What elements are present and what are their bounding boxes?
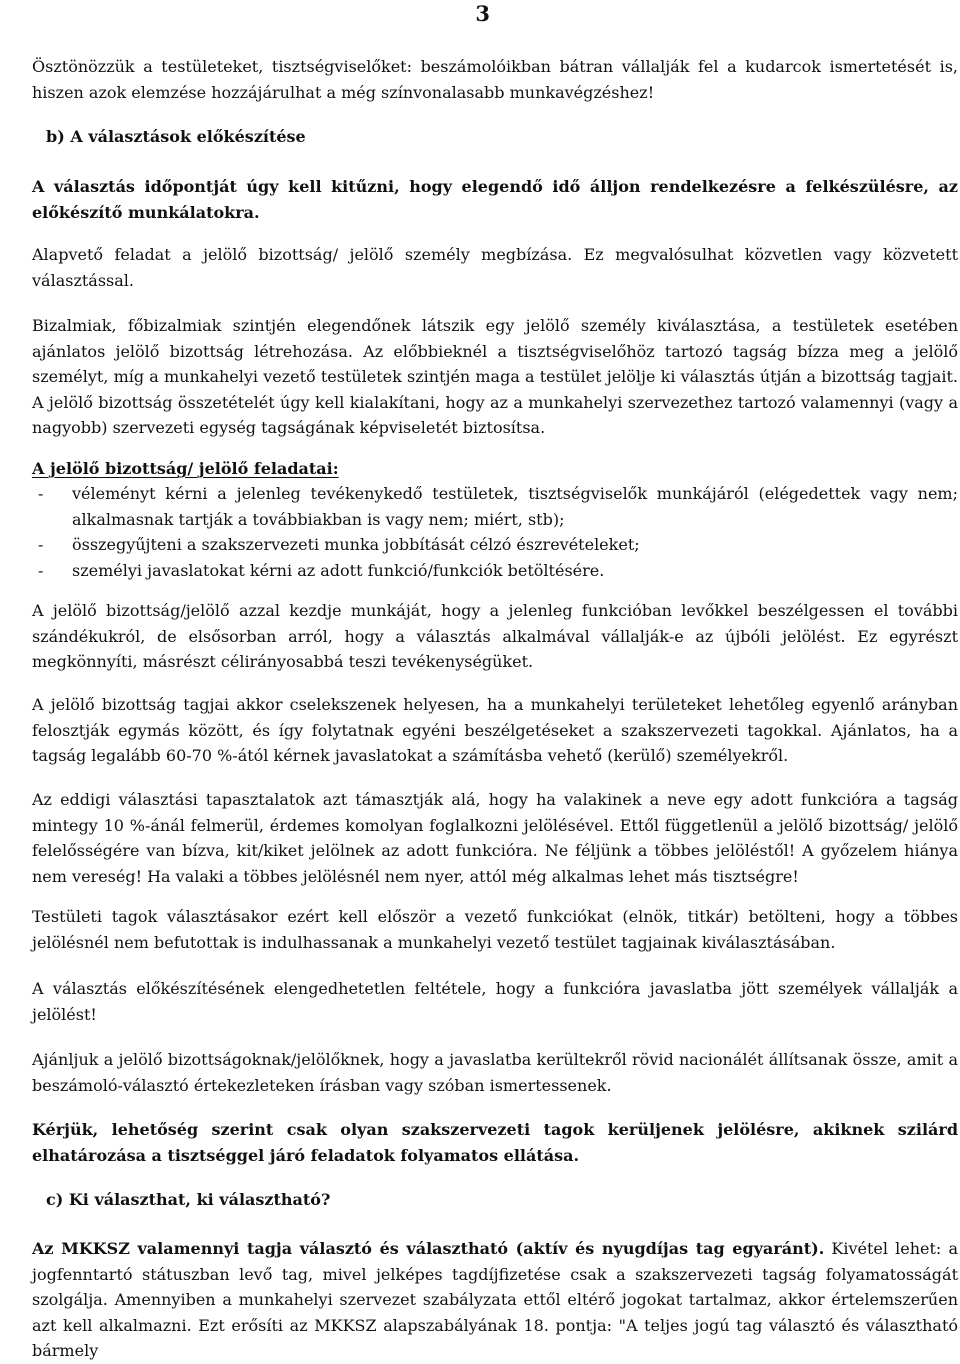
page-number: 3 [475,1,490,26]
eligibility-lead: Az MKKSZ valamennyi tagja választó és választható (aktív és nyugdíjas tag egyaránt). [32,1239,825,1258]
paragraph-committee-start: A jelölő bizottság/jelölő azzal kezdje munkáját, hogy a jelenleg funkcióban levőkkel beszélgessen el további szándékukról, de elsősorban arról, hogy a választás alkalmával vállalják-e az újbóli jelölést. Ez egyrészt megkönnyíti, másrészt célirányosabbá teszi tevékenységüket. [32,601,958,671]
paragraph-encourage-reports: Ösztönözzük a testületeket, tisztségviselőket: beszámolóikban bátran vállalják fel a kudarcok ismertetését is, hiszen azok elemzése hozzájárulhat a még színvonalasabb munkavégzéshez! [32,57,958,102]
list-dash: - [38,560,44,580]
tasks-heading: A jelölő bizottság/ jelölő feladatai: [32,459,339,478]
list-item-text: véleményt kérni a jelenleg tevékenykedő testületek, tisztségviselők munkájáról (elégedettek vagy nem; alkalmasnak tartják a továbbiakban is vagy nem; miért, stb); [72,484,958,529]
paragraph-request: Kérjük, lehetőség szerint csak olyan szakszervezeti tagok kerüljenek jelölésre, akiknek szilárd elhatározása a tisztséggel járó feladatok folyamatos ellátása. [32,1120,958,1165]
list-dash: - [38,484,44,503]
paragraph-experience: Az eddigi választási tapasztalatok azt támasztják alá, hogy ha valakinek a neve egy adott funkcióra a tagság mintegy 10 %-ánál felmerül, érdemes komolyan foglalkozni jelölésével. Ettől függetlenül a jelölő bizottság/ jelölő felelősségére van bízva, kit/kiket jelölnek az adott funkcióra. Ne féljünk a többes jelöléstől! A győzelem hiánya nem vereség! Ha valaki a többes jelölésnél nem nyer, attól még alkalmas lehet más tisztségre! [32,790,958,886]
paragraph-shop-stewards: Bizalmiak, főbizalmiak szintjén elegendőnek látszik egy jelölő személy kiválasztása, a testületek esetében ajánlatos jelölő bizottság létrehozása. Az előbbieknél a tisztségviselőhöz tartozó tagság bízza meg a jelölő személyt, míg a munkahelyi vezető testületek szintjén maga a testület jelölje ki választás útján a bizottság tagjait. A jelölő bizottság összetételét úgy kell kialakítani, hogy az a munkahelyi szervezethez tartozó valamennyi (vagy a nagyobb) szervezeti egység tagságának képviseletét biztosítsa. [32,316,958,437]
paragraph-eligibility [32,1236,958,1364]
paragraph-board-members: Testületi tagok választásakor ezért kell először a vezető funkciókat (elnök, titkár) betölteni, hogy a többes jelölésnél nem befutottak is indulhassanak a munkahelyi vezető testület tagjainak kiválasztásában. [32,907,958,952]
eligibility-rest: Kivétel lehet: a jogfenntartó státuszban levő tag, mivel jelképes tagdíjfizetése csak a szakszervezeti tagság folyamatosságát szolgálja. Amennyiben a munkahelyi szervezet szabályzata ettől eltérő jogokat tartalmaz, akkor értelemszerűen azt kell alkalmazni. Ezt erősíti az MKKSZ alapszabályának 18. pontja: "A teljes jogú tag választó és választható bármely [32,1239,958,1360]
paragraph-committee-members: A jelölő bizottság tagjai akkor cselekszenek helyesen, ha a munkahelyi területeket lehetőleg egyenlő arányban felosztják egymás között, és így folytatnak egyéni beszélgetéseket a szakszervezeti tagokkal. Ajánlatos, ha a tagság legalább 60-70 %-ától kérnek javaslatokat a számításba vehető (kerülő) személyekről. [32,695,958,765]
list-item-text: összegyűjteni a szakszervezeti munka jobbítását célzó észrevételeket; [72,535,640,554]
paragraph-acceptance: A választás előkészítésének elengedhetetlen feltétele, hogy a funkcióra javaslatba jött személyek vállalják a jelölést! [32,979,958,1024]
list-item-text: személyi javaslatokat kérni az adott funkció/funkciók betöltésére. [72,560,605,580]
section-heading-c: c) Ki választhat, ki választható? [46,1190,331,1209]
paragraph-nominating-committee: Alapvető feladat a jelölő bizottság/ jelölő személy megbízása. Ez megvalósulhat közvetlen vagy közvetett választással. [32,245,958,290]
tasks-list [32,481,958,583]
section-heading-b: b) A választások előkészítése [46,127,306,146]
list-item [32,532,958,558]
list-item [32,558,958,584]
list-item [32,481,958,532]
list-dash: - [38,535,44,554]
paragraph-biographies: Ajánljuk a jelölő bizottságoknak/jelölőknek, hogy a javaslatba kerültekről rövid nacionálét állítsanak össze, amit a beszámoló-választó értekezleteken írásban vagy szóban ismertessenek. [32,1050,958,1095]
paragraph-election-timing: A választás időpontját úgy kell kitűzni, hogy elegendő idő álljon rendelkezésre a felkészülésre, az előkészítő munkálatokra. [32,177,958,222]
